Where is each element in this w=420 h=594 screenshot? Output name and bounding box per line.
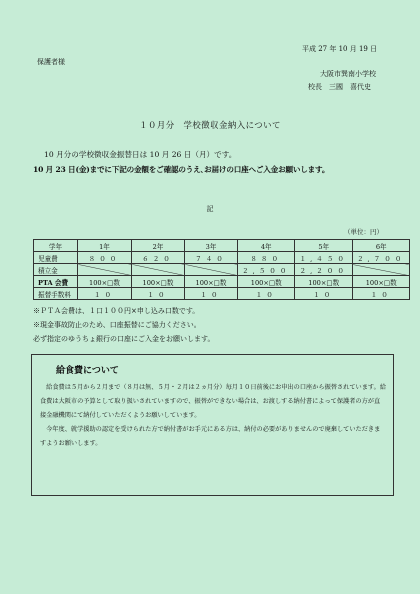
date: 平成 27 年 10 月 19 日 [302,45,378,53]
table-cell: １０ [295,288,352,300]
empty-cell [352,264,409,276]
school-lunch-title: 給食費について [56,366,119,376]
table-row [34,288,410,300]
addressee: 保護者様 [37,58,65,66]
table-row [34,276,410,288]
table-row [34,252,410,264]
table-cell: 100×□数 [78,276,132,288]
header-cell: 1年 [78,240,132,252]
deposit-deadline-paragraph: 10 月 23 日(金)までに下記の金額をご確認のうえ､お届けの口座へご入金お願いします。 [33,165,330,174]
unit-label: （単位：円） [344,228,383,236]
header-cell: 学年 [34,240,78,252]
table-cell: １０ [78,288,132,300]
school-lunch-paragraph-2: 今年度、就学援助の認定を受けられた方で納付書がお手元にある方は、納付の必要がありませんので廃棄していただきますようお願いします。 [40,426,381,447]
note-bank: 必ず指定のゆうちょ銀行の口座にご入金をお願いします。 [33,335,215,343]
empty-cell [132,264,185,276]
header-cell: 6年 [352,240,409,252]
header-cell: 4年 [238,240,295,252]
payment-date-paragraph: 10 月分の学校徴収金振替日は 10 月 26 日（月）です。 [44,150,237,159]
note-cash: ※現金事故防止のため、口座振替にご協力ください。 [33,321,201,329]
row-label: PTA 会費 [34,276,78,288]
table-cell: ２,７００ [352,252,409,264]
school-lunch-paragraph-1: 給食費は５月から２月まで（８月は無、５月・２月は２ヵ月分）毎月１０日前後にお申出の口座から振替されています。給食費は大阪市の予算として取り扱いされていますので、振替ができない場合は、お渡しする納付書によって保護者の方が直接金融機関にて納付していただくようお願いしています。 [40,384,387,419]
row-label: 児童費 [34,252,78,264]
table-cell: １,４５０ [295,252,352,264]
table-cell: ８８０ [238,252,295,264]
table-cell: 100×□数 [295,276,352,288]
header-cell: 5年 [295,240,352,252]
fee-table [33,239,410,300]
header-cell: 3年 [185,240,238,252]
table-header-row [34,240,410,252]
header-cell: 2年 [132,240,185,252]
table-cell: 100×□数 [132,276,185,288]
table-cell: １０ [352,288,409,300]
table-cell: １０ [185,288,238,300]
table-cell: ２,２００ [295,264,352,276]
table-cell: 100×□数 [352,276,409,288]
table-cell: ８００ [78,252,132,264]
school-name: 大阪市巽南小学校 [320,70,376,78]
note-pta: ※ＰＴＡ会費は、１口１００円×申し込み口数です。 [33,307,200,315]
table-row [34,264,410,276]
principal-name: 校長 三國 喜代史 [308,83,371,91]
empty-cell [78,264,132,276]
empty-cell [185,264,238,276]
document-title: １０月分 学校徴収金納入について [139,120,281,130]
table-cell: １０ [132,288,185,300]
table-cell: ６２０ [132,252,185,264]
table-cell: １０ [238,288,295,300]
table-cell: ２,５００ [238,264,295,276]
table-cell: 100×□数 [238,276,295,288]
school-lunch-box [31,354,394,496]
ki-heading: 記 [206,205,214,213]
row-label: 振替手数料 [34,288,78,300]
row-label: 積立金 [34,264,78,276]
table-cell: 100×□数 [185,276,238,288]
table-cell: ７４０ [185,252,238,264]
